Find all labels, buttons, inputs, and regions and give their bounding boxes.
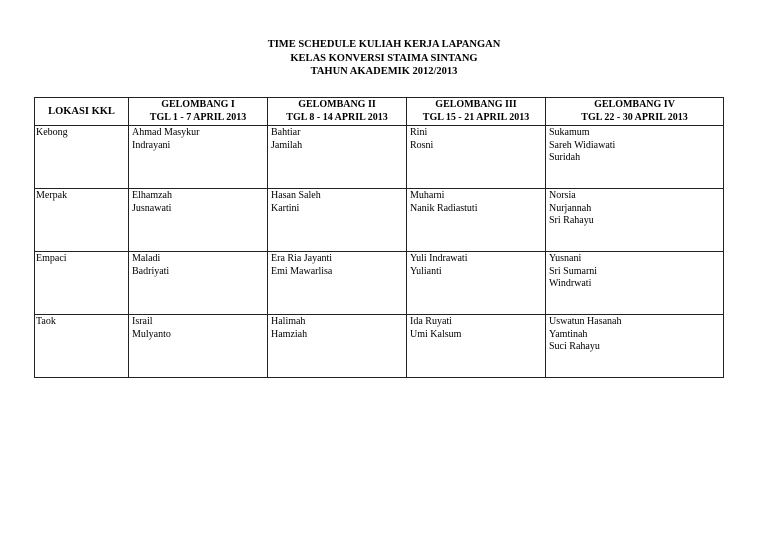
header-row <box>35 98 724 126</box>
location-cell <box>35 315 129 378</box>
participants-cell <box>129 126 268 189</box>
participant-name: Yusnani <box>549 253 582 264</box>
location-cell <box>35 189 129 252</box>
participants-cell <box>546 189 724 252</box>
participants-cell <box>407 315 546 378</box>
participant-name: Rosni <box>410 139 434 151</box>
location-cell <box>35 252 129 315</box>
location-name: Kebong <box>36 127 68 138</box>
wave-name: GELOMBANG III <box>435 99 517 110</box>
wave-header-4 <box>546 98 724 126</box>
participants-cell <box>407 252 546 315</box>
participant-name: Umi Kalsum <box>410 328 462 340</box>
participant-name: Maladi <box>132 253 161 264</box>
table-row <box>35 252 724 315</box>
wave-dates: TGL 22 - 30 APRIL 2013 <box>581 111 688 123</box>
participant-name: Sukamum <box>549 127 590 138</box>
participants-cell <box>268 315 407 378</box>
participant-name: Yulianti <box>410 265 442 277</box>
title-line-2: KELAS KONVERSI STAIMA SINTANG <box>290 52 478 64</box>
participant-name: Yuli Indrawati <box>410 253 468 264</box>
participant-name: Hamziah <box>271 328 308 340</box>
participants-cell <box>129 189 268 252</box>
participant-name: Ida Ruyati <box>410 316 452 327</box>
wave-dates: TGL 8 - 14 APRIL 2013 <box>286 111 388 123</box>
participant-name: Suridah <box>549 152 581 163</box>
participants-cell <box>546 252 724 315</box>
title-line-3: TAHUN AKADEMIK 2012/2013 <box>310 66 458 77</box>
participant-name: Kartini <box>271 202 300 214</box>
participant-name: Rini <box>410 127 428 138</box>
table-row <box>35 126 724 189</box>
participant-name: Windrwati <box>549 278 592 289</box>
wave-dates: TGL 15 - 21 APRIL 2013 <box>422 111 530 123</box>
wave-name: GELOMBANG II <box>298 99 376 110</box>
wave-name: GELOMBANG I <box>161 99 235 110</box>
document-title <box>0 38 768 79</box>
participant-name: Suci Rahayu <box>549 341 600 352</box>
participant-name: Emi Mawarlisa <box>271 265 333 277</box>
participants-cell <box>129 252 268 315</box>
wave-header-2 <box>268 98 407 126</box>
participant-name: Uswatun Hasanah <box>549 316 622 327</box>
participant-name: Mulyanto <box>132 328 171 340</box>
participant-name: Badriyati <box>132 265 170 277</box>
participant-name: Jusnawati <box>132 202 172 214</box>
participant-name: Muharni <box>410 190 445 201</box>
participant-name: Nurjannah <box>549 202 592 214</box>
participant-name: Halimah <box>271 316 306 327</box>
participants-cell <box>407 189 546 252</box>
participant-name: Bahtiar <box>271 127 301 138</box>
participants-cell <box>268 126 407 189</box>
participant-name: Israil <box>132 316 153 327</box>
participant-name: Hasan Saleh <box>271 190 321 201</box>
location-name: Empaci <box>36 253 67 264</box>
participant-name: Era Ria Jayanti <box>271 253 333 264</box>
schedule-table <box>34 97 724 378</box>
wave-dates: TGL 1 - 7 APRIL 2013 <box>149 111 247 123</box>
participant-name: Sri Rahayu <box>549 215 594 226</box>
participant-name: Indrayani <box>132 139 171 151</box>
table-row <box>35 315 724 378</box>
participant-name: Jamilah <box>271 139 303 151</box>
table-row <box>35 189 724 252</box>
wave-name: GELOMBANG IV <box>594 99 675 110</box>
wave-header-1 <box>129 98 268 126</box>
participant-name: Elhamzah <box>132 190 172 201</box>
schedule-body <box>35 126 724 378</box>
participant-name: Sri Sumarni <box>549 265 598 277</box>
location-cell <box>35 126 129 189</box>
participants-cell <box>407 126 546 189</box>
participant-name: Norsia <box>549 190 576 201</box>
participants-cell <box>268 189 407 252</box>
participants-cell <box>268 252 407 315</box>
participant-name: Yamtinah <box>549 328 588 340</box>
participants-cell <box>129 315 268 378</box>
wave-header-3 <box>407 98 546 126</box>
participants-cell <box>546 126 724 189</box>
participant-name: Sareh Widiawati <box>549 139 616 151</box>
participants-cell <box>546 315 724 378</box>
location-name: Merpak <box>36 190 68 201</box>
participant-name: Ahmad Masykur <box>132 127 200 138</box>
location-name: Taok <box>36 316 56 327</box>
participant-name: Nanik Radiastuti <box>410 202 478 214</box>
location-column-header: LOKASI KKL <box>35 98 129 126</box>
title-line-1: TIME SCHEDULE KULIAH KERJA LAPANGAN <box>267 39 501 50</box>
